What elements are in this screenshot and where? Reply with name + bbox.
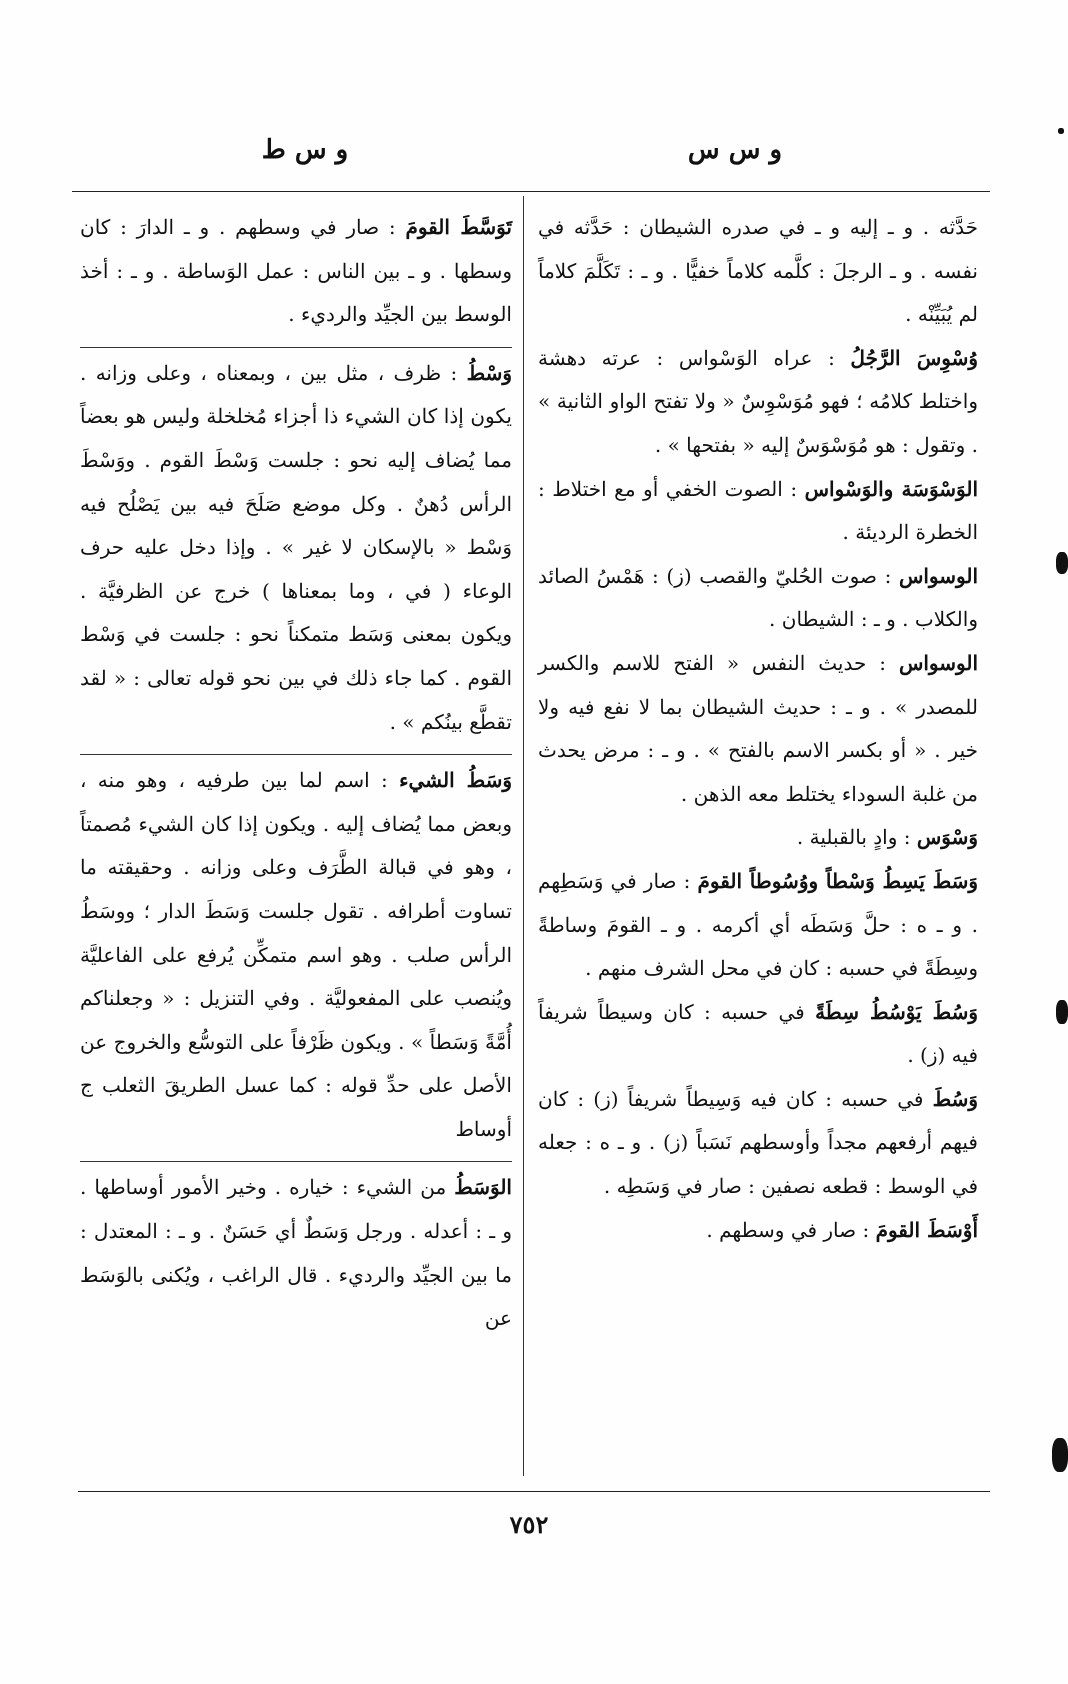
entry-headword: الوسواس: [898, 563, 978, 588]
entry-text: : ظرف ، مثل بين ، وبمعناه ، وعلى وزانه . يكون إذا كان الشيء ذا أجزاء مُخلخلة وليس هو بعضاً مما يُضاف إليه نحو : جلست وَسْطَ القوم . ووَسْطَ الرأس دُهنٌ . وكل موضع صَلَحَ فيه بين يَصْلُح فيه وَسْط « بالإسكان لا غير » . وإذا دخل عليه حرف الوعاء ( في ، وما بمعناها ) خرج عن الظرفيَّة . ويكون بمعنى وَسَط متمكناً نحو : جلست في وَسْط القوم . كما جاء ذلك في بين نحو قوله تعالى : « لقد تقطَّع بينُكم » .: [80, 360, 512, 734]
dictionary-entry: [80, 347, 512, 744]
column-divider: [523, 196, 524, 1476]
entry-text: من الشيء : خياره . وخير الأمور أوساطها . و ـ : أعدله . ورجل وَسَطٌ أي حَسَنٌ . و ـ : المعتدل : ما بين الجيِّد والرديء . قال الراغب ، ويُكنى بالوَسَط عن: [80, 1175, 512, 1331]
binding-hole-mark: [1056, 1000, 1068, 1024]
entry-headword: وَسُطَ يَوْسُطُ سِطَةً: [815, 999, 978, 1024]
entry-text: : حديث النفس « الفتح للاسم والكسر للمصدر » . و ـ : حديث الشيطان بما لا نفع فيه ولا خير . « أو بكسر الاسم بالفتح » . و ـ : مرض يحدث من غلبة السوداء يختلط معه الذهن .: [538, 650, 978, 806]
left-column: [80, 206, 512, 1351]
dictionary-entry: [538, 816, 978, 860]
entry-headword: الوَسَطُ: [454, 1175, 512, 1200]
dictionary-entry: [80, 206, 512, 337]
scan-speck-mark: [1058, 128, 1064, 134]
dictionary-entry: [538, 860, 978, 991]
binding-hole-mark: [1056, 552, 1068, 574]
dictionary-entry: [538, 1209, 978, 1253]
entry-headword: وَسْوَس: [916, 825, 978, 850]
dictionary-entry: [538, 337, 978, 468]
entry-text: : صار في وَسَطِهم . و ـ ه : حلَّ وَسَطَه أي أكرمه . و ـ القومَ وساطةً وسِطَةً في حسبه : كان في محل الشرف منهم .: [538, 868, 978, 981]
entry-headword: وَسَطَ يَسِطُ وَسْطاً ووُسُوطاً القومَ: [697, 868, 978, 893]
entry-text: في حسبه : كان وسيطاً شريفاً فيه (ز) .: [538, 999, 978, 1068]
page-number: ٧٥٢: [509, 1510, 549, 1539]
entry-text: : اسم لما بين طرفيه ، وهو منه ، وبعض مما يُضاف إليه . ويكون إذا كان الشيء مُصمتاً ، وهو في قبالة الطَّرَف وعلى وزانه . وحقيقته ما تساوت أطرافه . تقول جلست وَسَطَ الدار ؛ ووسَطُ الرأس صلب . وهو اسم متمكِّن يُرفع على الفاعليَّة ويُنصب على المفعوليَّة . وفي التنزيل : « وجعلناكم أُمَّةً وَسَطاً » . ويكون ظَرْفاً على التوسُّع والخروج عن الأصل على حدِّ قوله : كما عسل الطريقَ الثعلب ج أوساط: [80, 768, 512, 1141]
right-column-root-header: و س س: [687, 135, 783, 165]
binding-hole-mark: [1052, 1438, 1068, 1472]
entry-text: : صار في وسطهم . و ـ الدارَ : كان وسطها . و ـ بين الناس : عمل الوَساطة . و ـ : أخذ الوسط بين الجيِّد والرديء .: [80, 215, 512, 327]
entry-text: في حسبه : كان فيه وَسِيطاً شريفاً (ز) : كان فيهم أرفعهم مجداً وأوسطهم نَسَباً (ز) . و ـ ه : جعله في الوسط : قطعه نصفين : صار في وَسَطِه .: [538, 1086, 978, 1199]
entry-text: حَدَّثه . و ـ إليه و ـ في صدره الشيطان : حَدَّثه في نفسه . و ـ الرجلَ : كلَّمه كلاماً خفيًّا . و ـ : تَكَلَّمَ كلاماً لم يُبَيِّنْه .: [538, 215, 978, 327]
entry-headword: تَوَسَّطَ القومَ: [405, 215, 512, 239]
entry-headword: الوَسْوَسَة والوَسْواس: [804, 476, 979, 501]
dictionary-entry: [538, 642, 978, 816]
entry-headword: وَسَطُ الشيء: [399, 768, 512, 793]
dictionary-entry: [538, 555, 978, 642]
dictionary-entry: [80, 1161, 512, 1340]
right-column: [538, 206, 978, 1252]
dictionary-entry: [538, 991, 978, 1078]
entry-headword: أَوْسَطَ القومَ: [875, 1217, 978, 1242]
entry-text: : صار في وسطهم .: [706, 1217, 876, 1242]
entry-headword: وُسْوِسَ الرَّجُلُ: [850, 345, 978, 370]
entry-text: : الصوت الخفي أو مع اختلاط : الخطرة الرديئة .: [538, 476, 978, 545]
entry-text: : عراه الوَسْواس : عرته دهشة واختلط كلامُه ؛ فهو مُوَسْوِسٌ « ولا تفتح الواو الثانية » . وتقول : هو مُوَسْوَسٌ إليه « بفتحها » .: [538, 345, 978, 457]
top-rule: [72, 191, 990, 192]
entry-headword: وَسْطُ: [466, 360, 512, 385]
dictionary-entry: [538, 468, 978, 555]
entry-headword: الوسواس: [898, 650, 978, 675]
dictionary-entry: [538, 206, 978, 337]
dictionary-entry: [538, 1078, 978, 1209]
dictionary-entry: [80, 754, 512, 1151]
entry-text: : وادٍ بالقبلية .: [796, 825, 917, 850]
bottom-rule: [78, 1491, 990, 1492]
left-column-root-header: و س ط: [261, 135, 349, 165]
entry-headword: وَسُطَ: [932, 1086, 978, 1111]
entry-text: : صوت الحُليّ والقصب (ز) : هَمْسُ الصائد والكلاب . و ـ : الشيطان .: [538, 563, 978, 632]
